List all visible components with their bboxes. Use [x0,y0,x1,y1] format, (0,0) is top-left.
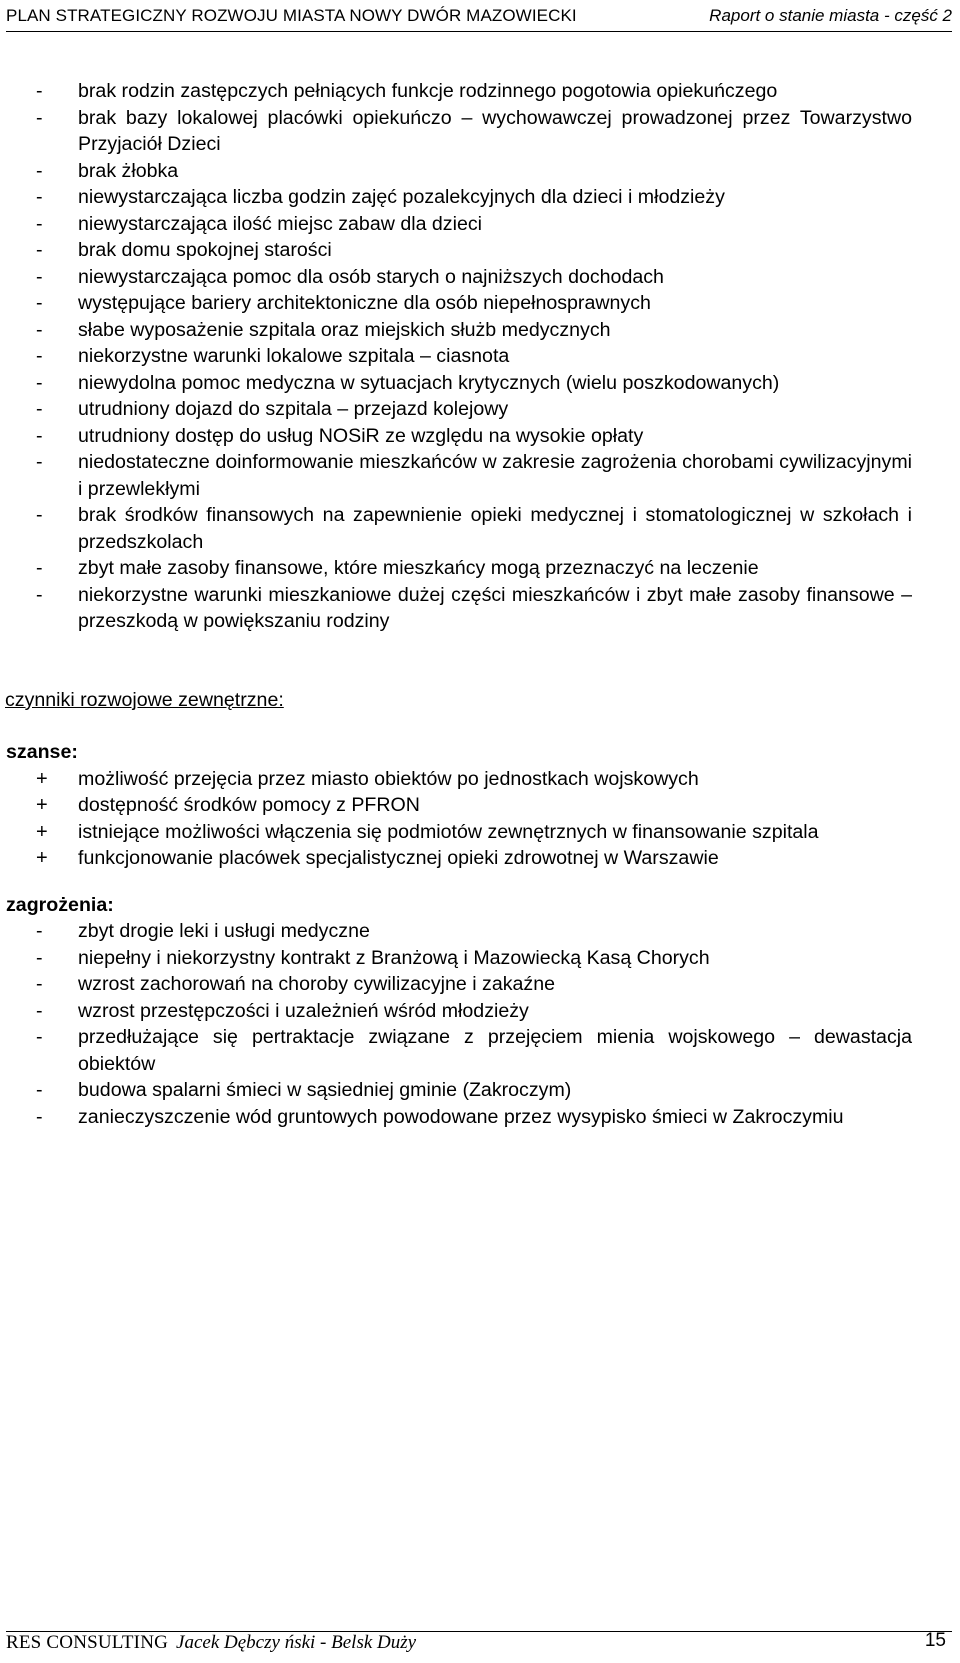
opportunity-item-text: dostępność środków pomocy z PFRON [78,794,420,816]
opportunity-item-text: funkcjonowanie placówek specjalistycznej opieki zdrowotnej w Warszawie [78,847,719,869]
dash-bullet: - [36,973,43,995]
dash-bullet: - [36,1105,43,1128]
plus-bullet-icon: + [36,767,48,790]
plus-bullet-icon: + [36,794,48,816]
weakness-item [36,343,912,370]
dash-bullet: - [36,1079,43,1101]
page-number: 15 [924,1630,946,1651]
threat-item-text: zbyt drogie leki i usługi medyczne [78,920,370,942]
dash-bullet: - [36,159,43,182]
weakness-item [36,184,912,211]
threat-item [36,1077,912,1104]
weakness-item-text: niewystarczająca ilość miejsc zabaw dla dzieci [78,212,483,235]
weakness-item [36,78,912,105]
dash-bullet: - [36,398,43,420]
threat-item-text: niepełny i niekorzystny kontrakt z Branżową i Mazowiecką Kasą Chorych [78,946,710,969]
weakness-item-text: niekorzystne warunki mieszkaniowe dużej części mieszkańców i zbyt małe zasoby finansowe – przeszkodą w powiększaniu rodziny [78,583,912,632]
dash-bullet: - [36,424,43,447]
external-factors-heading: czynniki rozwojowe zewnętrzne: [5,688,284,711]
document-title: PLAN STRATEGICZNY ROZWOJU MIASTA NOWY DWÓR MAZOWIECKI [6,6,577,25]
footer-authors: Jacek Dębczy ński - Belsk Duży [176,1632,417,1653]
dash-bullet: - [36,999,43,1022]
weakness-item [36,317,912,344]
weakness-item-text: niewystarczająca pomoc dla osób starych o najniższych dochodach [78,265,664,288]
opportunities-heading: szanse: [6,741,78,763]
opportunity-item [36,792,912,819]
weakness-item [36,449,912,502]
opportunity-item [36,766,912,793]
weakness-item-text: brak środków finansowych na zapewnienie opieki medycznej i stomatologicznej w szkołach i przedszkolach [78,504,912,553]
dash-bullet: - [36,318,43,341]
threat-item [36,1024,912,1077]
weakness-item-text: występujące bariery architektoniczne dla osób niepełnosprawnych [78,292,651,314]
threat-item-text: wzrost zachorowań na choroby cywilizacyjne i zakaźne [78,973,555,995]
weakness-item-text: niekorzystne warunki lokalowe szpitala – ciasnota [78,345,510,367]
threat-item-text: przedłużające się pertraktacje związane z przejęciem mienia wojskowego – dewastacja obiektów [78,1026,912,1075]
weakness-item-text: brak domu spokojnej starości [78,239,332,261]
threat-item-text: wzrost przestępczości i uzależnień wśród młodzieży [78,999,529,1022]
threat-item [36,971,912,998]
weakness-item-text: słabe wyposażenie szpitala oraz miejskich służb medycznych [78,318,611,341]
threat-item-text: budowa spalarni śmieci w sąsiedniej gminie (Zakroczym) [78,1079,572,1101]
threat-item [36,998,912,1025]
weakness-item-text: zbyt małe zasoby finansowe, które mieszkańcy mogą przeznaczyć na leczenie [78,557,759,579]
page-header [0,0,960,34]
weaknesses-list [0,78,960,635]
weakness-item-text: niewystarczająca liczba godzin zajęć pozalekcyjnych dla dzieci i młodzieży [78,186,725,208]
weakness-item [36,582,912,635]
footer-credits [6,1632,416,1654]
footer-company: RES CONSULTING [6,1632,169,1653]
weakness-item-text: brak żłobka [78,159,179,182]
weakness-item [36,370,912,397]
threat-item [36,945,912,972]
weakness-item [36,158,912,185]
weakness-item [36,555,912,582]
dash-bullet: - [36,1026,43,1048]
weakness-item-text: utrudniony dostęp do usług NOSiR ze względu na wysokie opłaty [78,424,644,447]
weakness-item [36,502,912,555]
dash-bullet: - [36,186,43,208]
page-footer [6,1632,946,1662]
weakness-item [36,264,912,291]
weakness-item-text: niewydolna pomoc medyczna w sytuacjach krytycznych (wielu poszkodowanych) [78,371,780,394]
weakness-item [36,423,912,450]
dash-bullet: - [36,345,43,367]
opportunity-item [36,819,912,846]
weakness-item [36,211,912,238]
threats-heading: zagrożenia: [6,893,114,916]
threat-item [36,918,912,945]
report-subtitle: Raport o stanie miasta - część 2 [709,6,952,25]
dash-bullet: - [36,583,43,606]
dash-bullet: - [36,292,43,314]
opportunity-item-text: istniejące możliwości włączenia się podmiotów zewnętrznych w finansowanie szpitala [78,820,819,843]
threat-item [36,1104,912,1131]
weakness-item-text: utrudniony dojazd do szpitala – przejazd kolejowy [78,398,509,420]
weakness-item [36,290,912,317]
dash-bullet: - [36,920,43,942]
dash-bullet: - [36,371,43,394]
plus-bullet-icon: + [36,820,48,843]
threat-item-text: zanieczyszczenie wód gruntowych powodowane przez wysypisko śmieci w Zakroczymiu [78,1105,844,1128]
dash-bullet: - [36,504,43,526]
document-body [0,78,960,1130]
dash-bullet: - [36,265,43,288]
dash-bullet: - [36,212,43,235]
header-divider [6,31,952,32]
dash-bullet: - [36,239,43,261]
weakness-item [36,237,912,264]
opportunity-item-text: możliwość przejęcia przez miasto obiektów po jednostkach wojskowych [78,767,699,790]
opportunity-item [36,845,912,872]
weakness-item [36,396,912,423]
weakness-item-text: brak bazy lokalowej placówki opiekuńczo – wychowawczej prowadzonej przez Towarzystwo Przyjaciół Dzieci [78,106,912,155]
threats-list [0,918,960,1130]
opportunities-list [0,766,960,872]
dash-bullet: - [36,106,43,129]
dash-bullet: - [36,557,43,579]
weakness-item [36,105,912,158]
weakness-item-text: niedostateczne doinformowanie mieszkańców w zakresie zagrożenia chorobami cywilizacyjnymi i przewlekłymi [78,451,912,500]
weakness-item-text: brak rodzin zastępczych pełniących funkcje rodzinnego pogotowia opiekuńczego [78,80,778,102]
plus-bullet-icon: + [36,847,48,869]
dash-bullet: - [36,80,43,102]
dash-bullet: - [36,946,43,969]
dash-bullet: - [36,451,43,473]
